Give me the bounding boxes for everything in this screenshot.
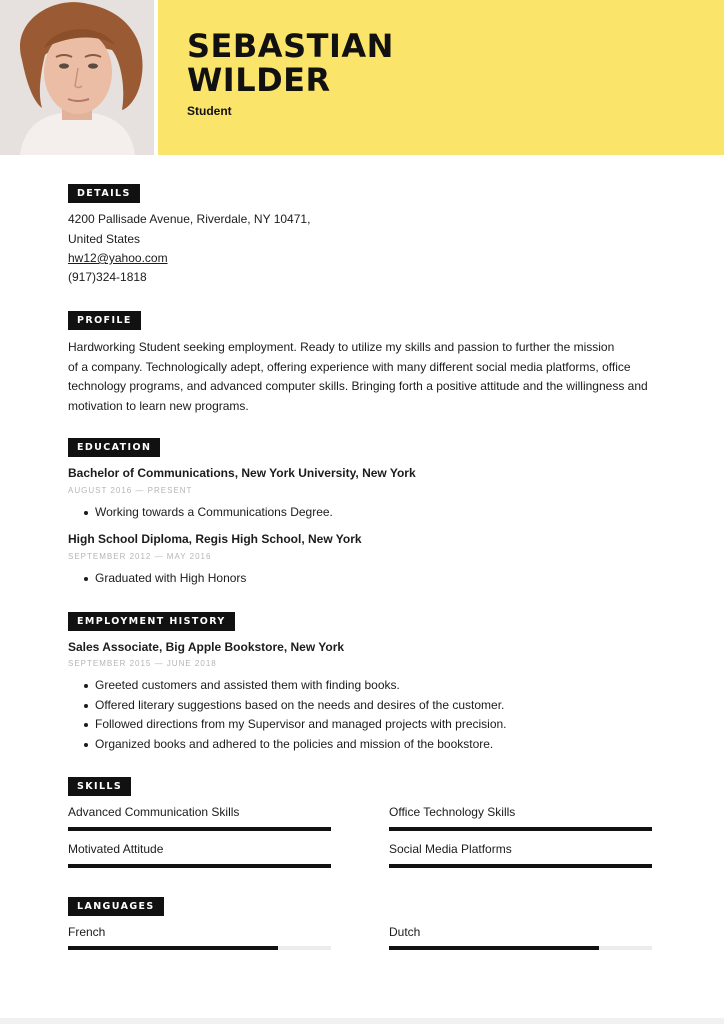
address-line-2: United States — [68, 232, 141, 246]
portrait-image — [0, 0, 154, 155]
language-bar — [68, 946, 331, 950]
skill-bar-fill — [68, 827, 331, 831]
education-dates: SEPTEMBER 2012 — MAY 2016 — [68, 552, 212, 561]
full-name — [187, 29, 394, 97]
section-heading-profile: PROFILE — [68, 311, 141, 330]
page-bottom-edge — [0, 1018, 724, 1024]
profile-line: motivation to learn new programs. — [68, 398, 249, 413]
section-heading-education: EDUCATION — [68, 438, 160, 457]
employment-dates: SEPTEMBER 2015 — JUNE 2018 — [68, 659, 217, 668]
skill-label: Motivated Attitude — [68, 842, 164, 856]
employment-bullets — [82, 676, 507, 754]
skill-bar-fill — [389, 827, 652, 831]
section-heading-employment: EMPLOYMENT HISTORY — [68, 612, 235, 631]
profile-photo — [0, 0, 154, 155]
skill-bar-fill — [68, 864, 331, 868]
section-heading-languages: LANGUAGES — [68, 897, 164, 916]
last-name: WILDER — [187, 61, 331, 99]
skill-label: Social Media Platforms — [389, 842, 512, 856]
address-line-1: 4200 Pallisade Avenue, Riverdale, NY 10471, — [68, 212, 311, 226]
job-title: Student — [187, 104, 232, 118]
education-bullets — [82, 503, 333, 523]
profile-line: Hardworking Student seeking employment. Ready to utilize my skills and passion to further the mission — [68, 340, 615, 354]
language-label: French — [68, 925, 106, 939]
profile-line: of a company. Technologically adept, offering experience with many different social media platforms, office — [68, 359, 631, 374]
skill-bar — [68, 827, 331, 831]
phone-number: (917)324-1818 — [68, 270, 147, 284]
education-dates: AUGUST 2016 — PRESENT — [68, 486, 193, 495]
list-item: Followed directions from my Supervisor and managed projects with precision. — [82, 715, 507, 735]
skill-bar — [389, 827, 652, 831]
skill-label: Advanced Communication Skills — [68, 805, 240, 819]
language-bar-fill — [389, 946, 599, 950]
list-item: Offered literary suggestions based on the needs and desires of the customer. — [82, 696, 507, 716]
skill-bar-fill — [389, 864, 652, 868]
education-title: High School Diploma, Regis High School, New York — [68, 532, 362, 546]
employment-title: Sales Associate, Big Apple Bookstore, New York — [68, 640, 345, 654]
skill-bar — [389, 864, 652, 868]
list-item: Graduated with High Honors — [82, 569, 246, 589]
list-item: Organized books and adhered to the policies and mission of the bookstore. — [82, 735, 507, 755]
skill-label: Office Technology Skills — [389, 805, 516, 819]
list-item: Working towards a Communications Degree. — [82, 503, 333, 523]
section-heading-skills: SKILLS — [68, 777, 131, 796]
profile-summary — [68, 338, 658, 416]
language-bar-fill — [68, 946, 278, 950]
language-bar — [389, 946, 652, 950]
education-bullets — [82, 569, 246, 589]
section-heading-details: DETAILS — [68, 184, 140, 203]
language-label: Dutch — [389, 925, 421, 939]
education-title: Bachelor of Communications, New York University, New York — [68, 466, 416, 480]
first-name: SEBASTIAN — [187, 27, 394, 65]
profile-line: technology programs, and advanced computer skills. Bringing forth a positive attitude and the willingness and — [68, 379, 648, 393]
list-item: Greeted customers and assisted them with finding books. — [82, 676, 507, 696]
skill-bar — [68, 864, 331, 868]
email-link[interactable]: hw12@yahoo.com — [68, 251, 168, 265]
